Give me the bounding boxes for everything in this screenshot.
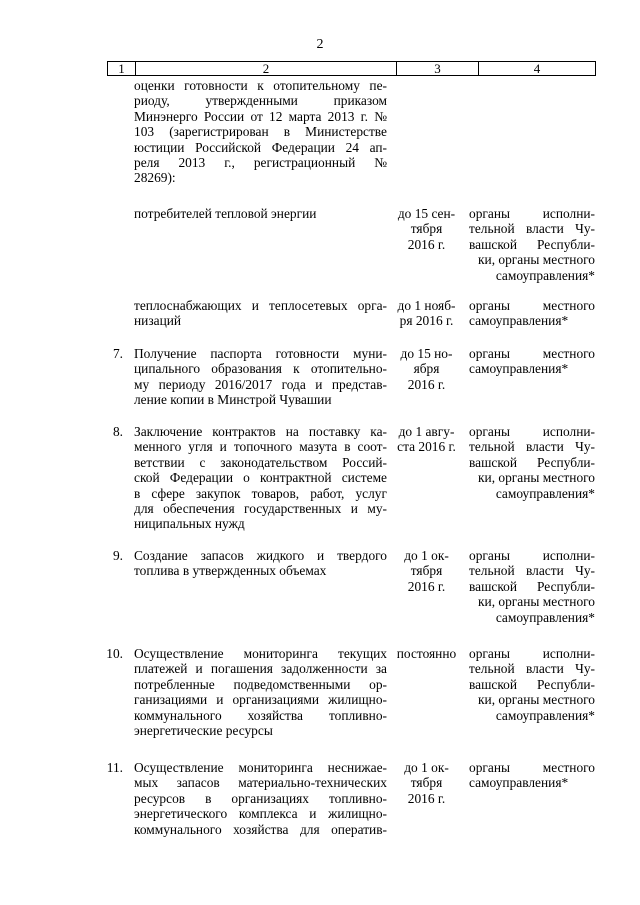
text-line: менного угля и топочного мазута в соот-	[134, 439, 387, 455]
column-header-4: 4	[533, 61, 541, 76]
row-executor	[469, 548, 595, 625]
row-deadline	[391, 346, 462, 392]
row-deadline	[391, 646, 462, 661]
row-number: 8.	[112, 424, 123, 439]
row-executor	[469, 206, 595, 283]
text-line: ганизациями и организациями жилищно-	[134, 692, 387, 708]
row-text	[134, 298, 387, 329]
row-executor	[469, 424, 595, 501]
row-text	[134, 424, 387, 532]
executor-line: органы исполни-	[469, 424, 595, 439]
deadline-line: 2016 г.	[407, 790, 446, 806]
text-line: 103 (зарегистрирован в Министерстве	[134, 124, 387, 140]
executor-line: самоуправления*	[495, 267, 595, 283]
row-executor	[469, 346, 595, 377]
text-line: оценки готовности к отопительному пе-	[134, 78, 387, 93]
text-line: Получение паспорта готовности муни-	[134, 346, 387, 361]
deadline-line: до 1 ок-	[404, 548, 449, 563]
executor-line: вашской Республи-	[469, 578, 595, 594]
text-line: Заключение контрактов на поставку ка-	[134, 424, 387, 439]
deadline-line: 2016 г.	[407, 376, 446, 392]
text-line: платежей и погашения задолженности за	[134, 661, 387, 677]
text-line: реля 2013 г., регистрационный №	[134, 155, 387, 171]
deadline-line: до 1 авгу-	[398, 424, 455, 439]
deadline-line: ря 2016 г.	[399, 313, 454, 329]
column-header-1: 1	[108, 62, 136, 75]
executor-line: органы местного	[469, 298, 595, 313]
row-executor	[469, 646, 595, 723]
executor-line: органы исполни-	[469, 206, 595, 221]
text-line: юстиции Российской Федерации 24 ап-	[134, 139, 387, 155]
executor-line: органы исполни-	[469, 548, 595, 563]
row-number: 11.	[106, 760, 123, 775]
deadline-line: до 15 сен-	[397, 206, 456, 221]
text-line: риоду, утвержденными приказом	[134, 93, 387, 109]
deadline-line: ября	[413, 361, 440, 377]
row-deadline	[391, 760, 462, 806]
deadline-line: 2016 г.	[407, 578, 446, 594]
text-line: коммунального хозяйства для оператив-	[134, 821, 387, 837]
deadline-line: до 1 нояб-	[397, 298, 456, 313]
executor-line: ки, органы местного	[478, 470, 595, 486]
text-line: теплоснабжающих и теплосетевых орга-	[134, 298, 387, 313]
page-number: 2	[316, 37, 324, 52]
executor-line: органы местного	[469, 760, 595, 775]
text-line: Минэнерго России от 12 марта 2013 г. №	[134, 108, 387, 124]
intro-text	[134, 78, 387, 186]
row-deadline	[391, 424, 462, 455]
deadline-line: тября	[410, 221, 443, 237]
row-number: 9.	[112, 548, 123, 563]
row-number: 10.	[106, 646, 123, 661]
text-line: ресурсов в организациях топливно-	[134, 790, 387, 806]
deadline-line: постоянно	[396, 646, 457, 661]
executor-line: тельной власти Чу-	[469, 563, 595, 579]
text-line: ление копии в Минстрой Чувашии	[134, 392, 332, 408]
executor-line: тельной власти Чу-	[469, 439, 595, 455]
executor-line: самоуправления*	[495, 485, 595, 501]
row-deadline	[391, 298, 462, 329]
deadline-line: ста 2016 г.	[397, 439, 456, 455]
executor-line: самоуправления*	[469, 775, 569, 791]
executor-line: ки, органы местного	[478, 252, 595, 268]
text-line: в сфере закупок товаров, работ, услуг	[134, 485, 387, 501]
column-header-3: 3	[397, 62, 479, 75]
executor-line: органы исполни-	[469, 646, 595, 661]
text-line: ципального образования к отопительно-	[134, 361, 387, 377]
deadline-line: тября	[410, 563, 443, 579]
text-line: му периоду 2016/2017 года и представ-	[134, 376, 387, 392]
executor-line: самоуправления*	[469, 361, 569, 377]
text-line: энергетического комплекса и жилищно-	[134, 806, 387, 822]
deadline-line: до 1 ок-	[404, 760, 449, 775]
text-line: 28269):	[134, 170, 176, 186]
text-line: Создание запасов жидкого и твердого	[134, 548, 387, 563]
row-text	[134, 760, 387, 837]
executor-line: тельной власти Чу-	[469, 221, 595, 237]
row-deadline	[391, 206, 462, 252]
executor-line: ки, органы местного	[478, 692, 595, 708]
row-executor	[469, 298, 595, 329]
text-line: коммунального хозяйства топливно-	[134, 707, 387, 723]
executor-line: самоуправления*	[495, 707, 595, 723]
executor-line: органы местного	[469, 346, 595, 361]
text-line: потребителей тепловой энергии	[134, 206, 317, 221]
row-text	[134, 548, 387, 579]
text-line: низаций	[134, 313, 182, 329]
column-header-row	[107, 61, 596, 76]
executor-line: ки, органы местного	[478, 594, 595, 610]
deadline-line: тября	[410, 775, 443, 791]
row-text	[134, 346, 387, 408]
text-line: Осуществление мониторинга неснижае-	[134, 760, 387, 775]
text-line: потребленные подведомственными ор-	[134, 676, 387, 692]
text-line: мых запасов материально-технических	[134, 775, 387, 791]
row-executor	[469, 760, 595, 791]
deadline-line: 2016 г.	[407, 236, 446, 252]
text-line: энергетические ресурсы	[134, 723, 273, 739]
text-line: ской Федерации о контрактной системе	[134, 470, 387, 486]
deadline-line: до 15 но-	[400, 346, 453, 361]
text-line: топлива в утвержденных объемах	[134, 563, 327, 579]
text-line: ниципальных нужд	[134, 516, 245, 532]
row-number: 7.	[112, 346, 123, 361]
executor-line: вашской Республи-	[469, 236, 595, 252]
row-deadline	[391, 548, 462, 594]
text-line: Осуществление мониторинга текущих	[134, 646, 387, 661]
text-line: для обеспечения государственных и му-	[134, 501, 387, 517]
row-text	[134, 646, 387, 738]
executor-line: самоуправления*	[469, 313, 569, 329]
executor-line: самоуправления*	[495, 609, 595, 625]
text-line: ветствии с законодательством Россий-	[134, 454, 387, 470]
executor-line: вашской Республи-	[469, 454, 595, 470]
executor-line: тельной власти Чу-	[469, 661, 595, 677]
row-text	[134, 206, 387, 221]
executor-line: вашской Республи-	[469, 676, 595, 692]
column-header-2: 2	[136, 62, 397, 75]
